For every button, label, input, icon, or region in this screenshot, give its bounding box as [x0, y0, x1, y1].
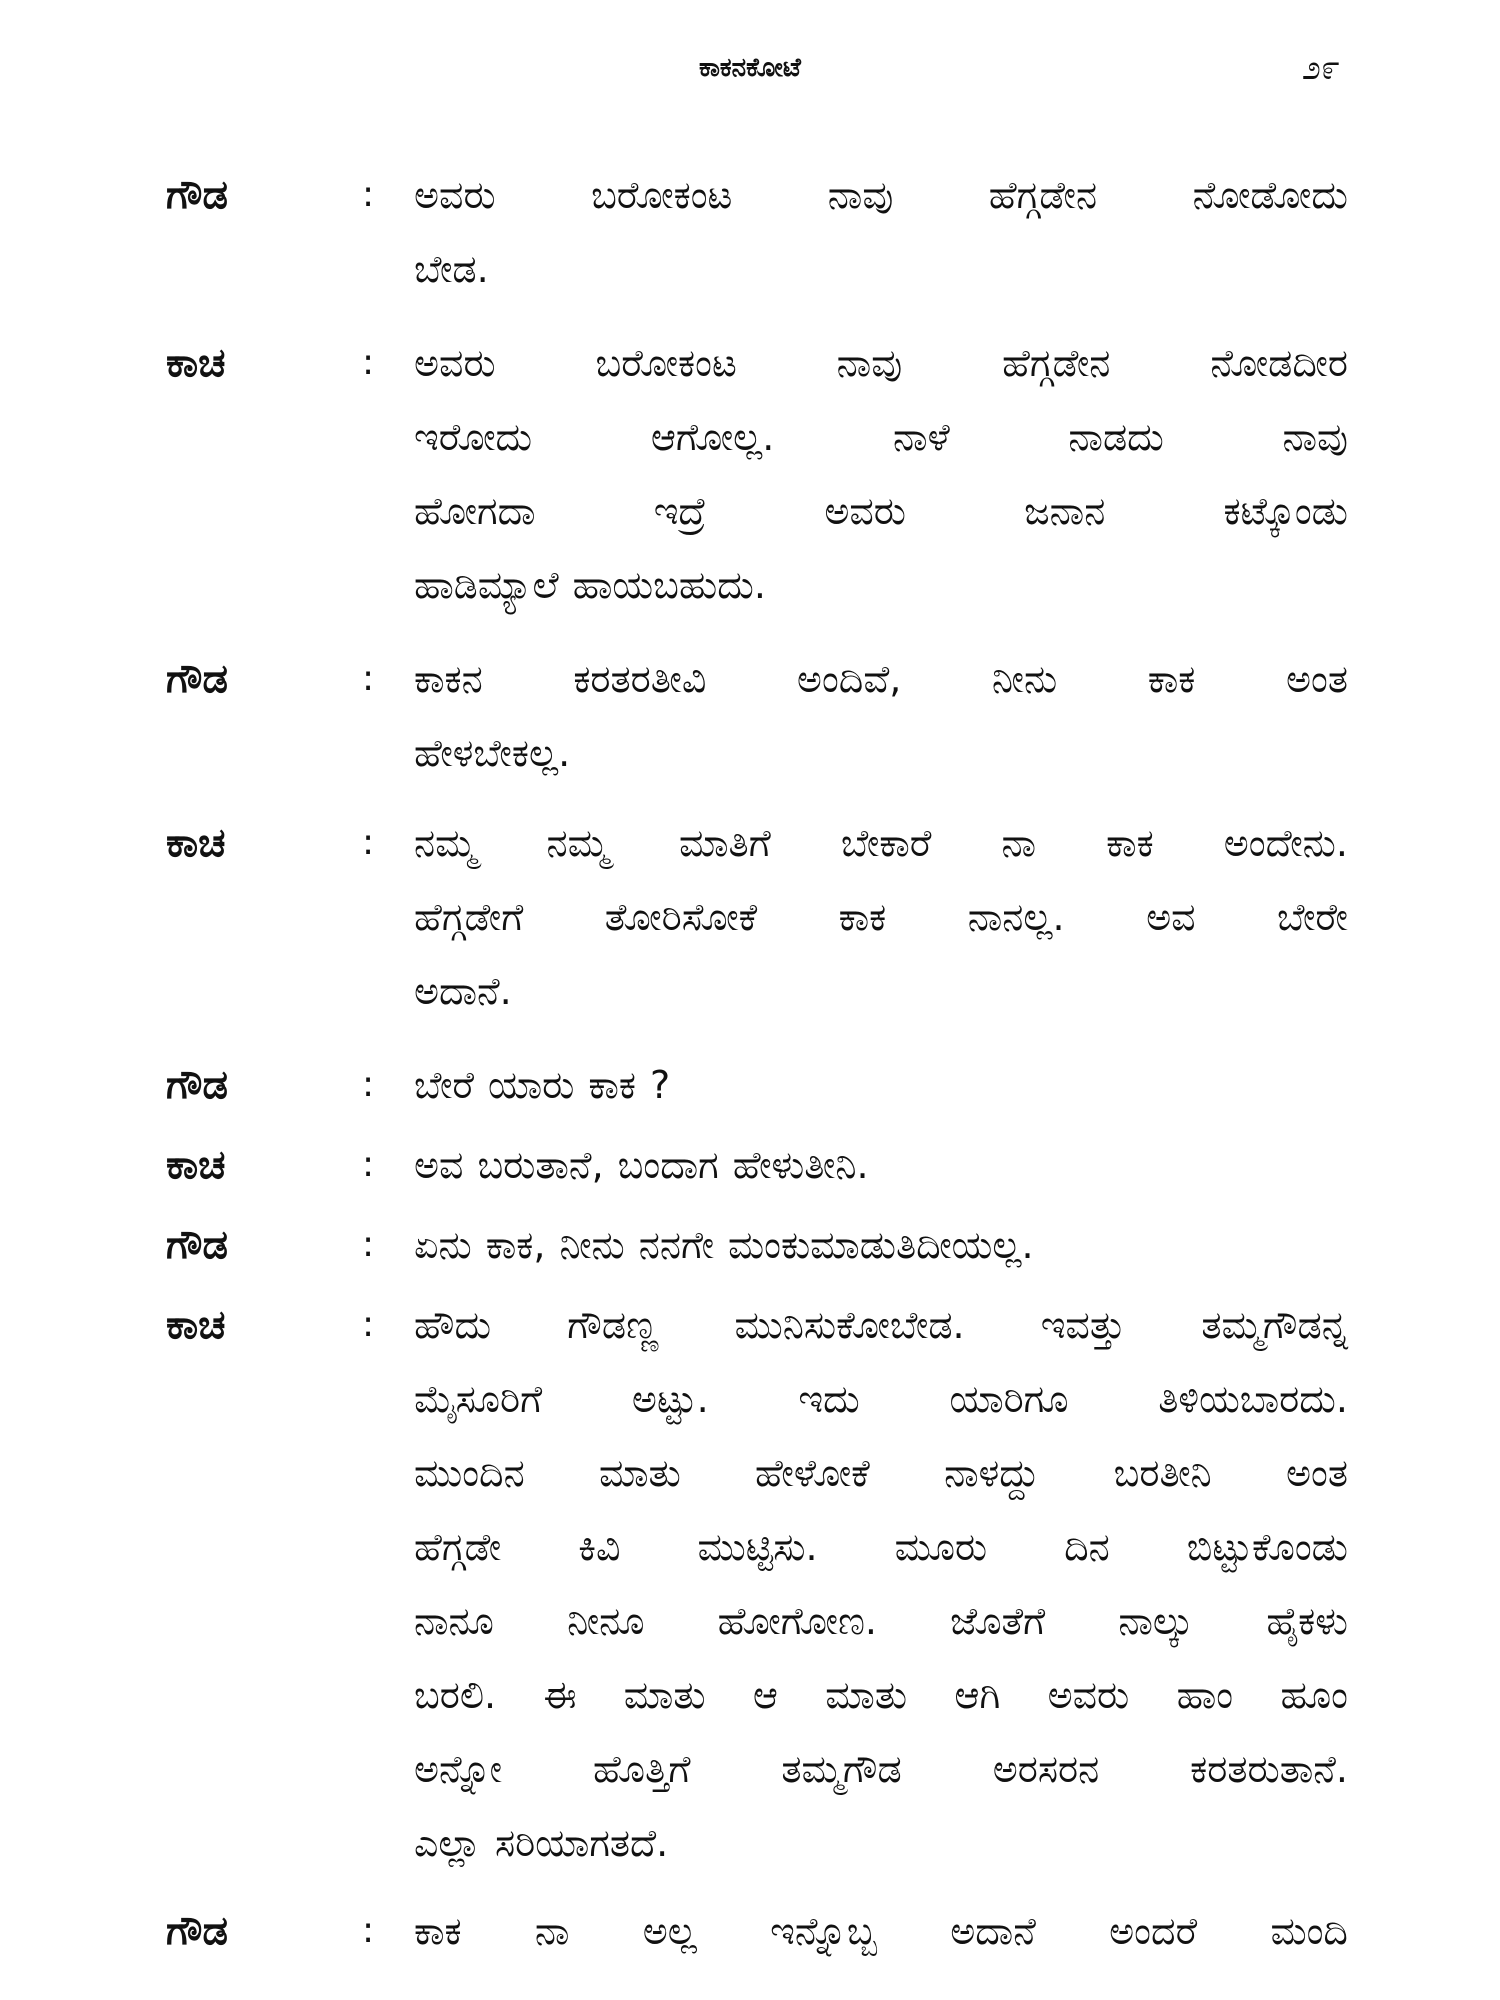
speaker-name: ಕಾಚ [166, 340, 226, 386]
speech-line: ಅದಾನೆ. [414, 969, 512, 1013]
speaker-colon: : [362, 1144, 375, 1185]
speech-text [414, 1288, 1348, 1880]
dialogue-turn [166, 326, 1348, 622]
speaker-name: ಗೌಡ [166, 1908, 228, 1954]
speech-line: ಅವರು ಬರೋಕಂಟ ನಾವು ಹೆಗ್ಗಡೇನ ನೋಡದೀರ [414, 341, 1348, 385]
speech-line: ಹೋಗದಾ ಇದ್ರೆ ಅವರು ಜನಾನ ಕಟ್ಕೊಂಡು [414, 489, 1348, 533]
speech-line: ಅವ ಬರುತಾನೆ, ಬಂದಾಗ ಹೇಳುತೀನಿ. [414, 1143, 869, 1187]
speaker-name: ಗೌಡ [166, 1222, 228, 1268]
speech-line: ನಾನೂ ನೀನೂ ಹೋಗೋಣ. ಜೊತೆಗೆ ನಾಲ್ಕು ಹೈಕಳು [414, 1599, 1348, 1643]
dialogue-turn [166, 1208, 1348, 1282]
speech-line: ಬೇಡ. [414, 247, 489, 291]
dialogue-turn [166, 158, 1348, 306]
speech-line: ಇರೋದು ಆಗೋಲ್ಲ. ನಾಳೆ ನಾಡದು ನಾವು [414, 415, 1348, 459]
dialogue-turn [166, 806, 1348, 1028]
speech-line: ಬೇರೆ ಯಾರು ಕಾಕ ? [414, 1063, 671, 1107]
speech-text [414, 1048, 1348, 1122]
speech-line: ಏನು ಕಾಕ, ನೀನು ನನಗೇ ಮಂಕುಮಾಡುತಿದೀಯಲ್ಲ. [414, 1223, 1034, 1267]
running-title: ಕಾಕನಕೋಟೆ [699, 53, 801, 83]
dialogue-turn [166, 642, 1348, 790]
speech-line: ಹೌದು ಗೌಡಣ್ಣ ಮುನಿಸುಕೋಬೇಡ. ಇವತ್ತು ತಮ್ಮಗೌಡನ್ನ [414, 1303, 1348, 1347]
speaker-colon: : [362, 1304, 375, 1345]
speech-line: ನಮ್ಮ ನಮ್ಮ ಮಾತಿಗೆ ಬೇಕಾರೆ ನಾ ಕಾಕ ಅಂದೇನು. [414, 821, 1348, 865]
page-header [0, 48, 1500, 88]
speaker-colon: : [362, 822, 375, 863]
speaker-name: ಕಾಚ [166, 1142, 226, 1188]
speaker-name: ಗೌಡ [166, 172, 228, 218]
speaker-name: ಗೌಡ [166, 656, 228, 702]
speaker-name: ಕಾಚ [166, 1302, 226, 1348]
dialogue-turn [166, 1048, 1348, 1122]
speaker-colon: : [362, 342, 375, 383]
speaker-colon: : [362, 174, 375, 215]
speech-line: ಮುಂದಿನ ಮಾತು ಹೇಳೋಕೆ ನಾಳದ್ದು ಬರತೀನಿ ಅಂತ [414, 1451, 1348, 1495]
speech-text [414, 642, 1348, 790]
speech-line: ಹೇಳಬೇಕಲ್ಲ. [414, 731, 571, 775]
dialogue-turn [166, 1894, 1348, 1968]
speaker-colon: : [362, 1064, 375, 1105]
speech-line: ಅವರು ಬರೋಕಂಟ ನಾವು ಹೆಗ್ಗಡೇನ ನೋಡೋದು [414, 173, 1348, 217]
speech-line: ಹೆಗ್ಗಡೇಗೆ ತೋರಿಸೋಕೆ ಕಾಕ ನಾನಲ್ಲ. ಅವ ಬೇರೇ [414, 895, 1348, 939]
speaker-colon: : [362, 1910, 375, 1951]
dialogue-turn [166, 1128, 1348, 1202]
speaker-name: ಗೌಡ [166, 1062, 228, 1108]
speech-text [414, 806, 1348, 1028]
speech-line: ಕಾಕ ನಾ ಅಲ್ಲ ಇನ್ನೊಬ್ಬ ಅದಾನೆ ಅಂದರೆ ಮಂದಿ [414, 1909, 1348, 1953]
speaker-colon: : [362, 658, 375, 699]
speech-line: ಹಾಡಿಮ್ಯಾಲೆ ಹಾಯಬಹುದು. [414, 563, 766, 607]
dialogue-turn [166, 1288, 1348, 1880]
page-number: ೨೯ [1301, 48, 1340, 88]
speech-line: ಹೆಗ್ಗಡೇ ಕಿವಿ ಮುಟ್ಟಿಸು. ಮೂರು ದಿನ ಬಿಟ್ಟುಕೊಂಡು [414, 1525, 1348, 1569]
speech-text [414, 326, 1348, 622]
speech-line: ಮೈಸೂರಿಗೆ ಅಟ್ಟು. ಇದು ಯಾರಿಗೂ ತಿಳಿಯಬಾರದು. [414, 1377, 1348, 1421]
dialogue-body [166, 158, 1348, 1968]
speaker-colon: : [362, 1224, 375, 1265]
speech-text [414, 1208, 1348, 1282]
speech-line: ಎಲ್ಲಾ ಸರಿಯಾಗತದೆ. [414, 1821, 669, 1865]
speech-text [414, 158, 1348, 306]
speech-text [414, 1128, 1348, 1202]
speech-line: ಬರಲಿ. ಈ ಮಾತು ಆ ಮಾತು ಆಗಿ ಅವರು ಹಾಂ ಹೂಂ [414, 1673, 1348, 1717]
speaker-name: ಕಾಚ [166, 820, 226, 866]
speech-line: ಅನ್ನೋ ಹೊತ್ತಿಗೆ ತಮ್ಮಗೌಡ ಅರಸರನ ಕರತರುತಾನೆ. [414, 1747, 1348, 1791]
speech-line: ಕಾಕನ ಕರತರತೀವಿ ಅಂದಿವೆ, ನೀನು ಕಾಕ ಅಂತ [414, 657, 1348, 701]
speech-text [414, 1894, 1348, 1968]
